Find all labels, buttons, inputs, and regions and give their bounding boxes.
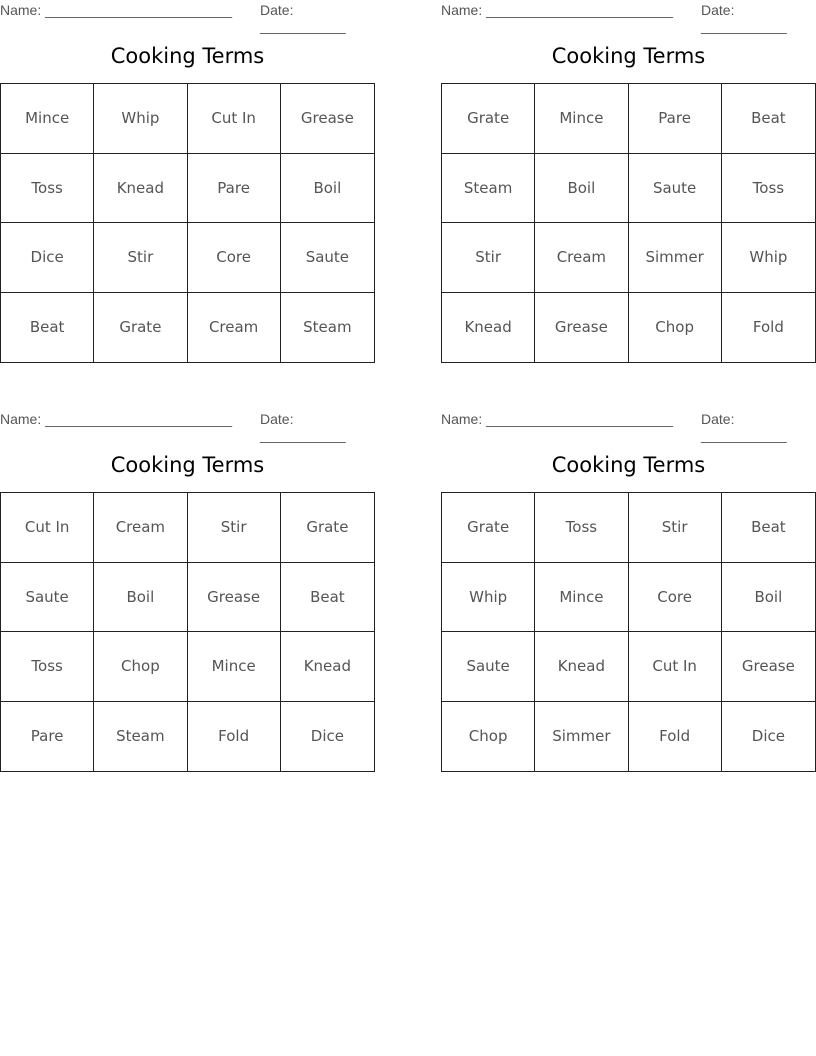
date-line: Date: ___________ [701,2,787,34]
grid-cell: Saute [1,563,94,633]
grid-cell: Fold [752,318,784,337]
grid-cell: Toss [1,154,94,224]
grid-cell: Cut In [629,632,722,702]
card-title: Cooking Terms [551,44,706,68]
grid-cell: Grate [94,293,187,363]
grid-cell: Grate [281,493,374,563]
card-header [0,0,375,34]
grid-cell: Pare [188,154,281,224]
bingo-card [441,0,816,337]
grid-cell: Stir [94,223,187,293]
grid-cell: Boil [94,563,187,633]
grid-cell: Cream [535,223,628,293]
grid-cell: Toss [1,632,94,702]
grid-cell: Beat [722,493,815,563]
grid-cell: Dice [310,727,344,746]
bingo-grid [0,492,375,772]
grid-cell: Knead [281,632,374,702]
grid-cell: Cream [188,293,281,363]
grid-cell: Beat [722,84,815,154]
grid-cell: Cut In [1,493,94,563]
grid-cell: Knead [442,293,535,363]
grid-cell: Mince [188,632,281,702]
grid-cell: Simmer [629,223,722,293]
grid-cell: Grease [188,563,281,633]
grid-cell: Core [629,563,722,633]
grid-cell: Grease [281,84,374,154]
grid-cell: Knead [94,154,187,224]
grid-cell: Steam [94,702,187,772]
grid-cell: Stir [188,493,281,563]
grid-cell: Cut In [188,84,281,154]
card-title: Cooking Terms [110,44,265,68]
grid-cell: Chop [442,702,535,772]
grid-cell: Stir [442,223,535,293]
bingo-grid [441,492,816,772]
grid-cell: Core [188,223,281,293]
grid-cell: Chop [94,632,187,702]
grid-cell: Whip [442,563,535,633]
grid-cell: Dice [751,727,785,746]
card-header [441,0,816,34]
card-header [441,409,816,443]
grid-cell: Beat [281,563,374,633]
date-line: Date: ___________ [701,411,787,443]
grid-cell: Toss [535,493,628,563]
grid-cell: Cream [94,493,187,563]
name-line: Name: ________________________ [441,411,673,427]
grid-cell: Mince [1,84,94,154]
bingo-card [0,409,375,746]
grid-cell: Grease [722,632,815,702]
grid-cell: Pare [1,702,94,772]
grid-cell: Pare [629,84,722,154]
date-line: Date: ___________ [260,411,346,443]
grid-cell: Boil [535,154,628,224]
grid-cell: Stir [629,493,722,563]
bingo-grid [0,83,375,363]
grid-cell: Steam [442,154,535,224]
grid-cell: Whip [722,223,815,293]
grid-cell: Saute [442,632,535,702]
grid-cell: Boil [281,154,374,224]
grid-cell: Fold [629,702,722,772]
grid-cell: Grate [442,493,535,563]
card-header [0,409,375,443]
grid-cell: Mince [535,563,628,633]
grid-cell: Dice [1,223,94,293]
grid-cell: Simmer [535,702,628,772]
grid-cell: Saute [629,154,722,224]
grid-cell: Grease [535,293,628,363]
name-line: Name: ________________________ [0,411,232,427]
grid-cell: Knead [535,632,628,702]
date-line: Date: ___________ [260,2,346,34]
grid-cell: Fold [188,702,281,772]
bingo-card [0,0,375,337]
grid-cell: Chop [629,293,722,363]
card-title: Cooking Terms [110,453,265,477]
card-title: Cooking Terms [551,453,706,477]
bingo-grid [441,83,816,363]
grid-cell: Boil [722,563,815,633]
grid-cell: Mince [535,84,628,154]
grid-cell: Grate [442,84,535,154]
grid-cell: Saute [281,223,374,293]
grid-cell: Whip [94,84,187,154]
name-line: Name: ________________________ [441,2,673,18]
grid-cell: Toss [722,154,815,224]
bingo-card [441,409,816,746]
grid-cell: Steam [303,318,352,337]
grid-cell: Beat [1,293,94,363]
name-line: Name: ________________________ [0,2,232,18]
